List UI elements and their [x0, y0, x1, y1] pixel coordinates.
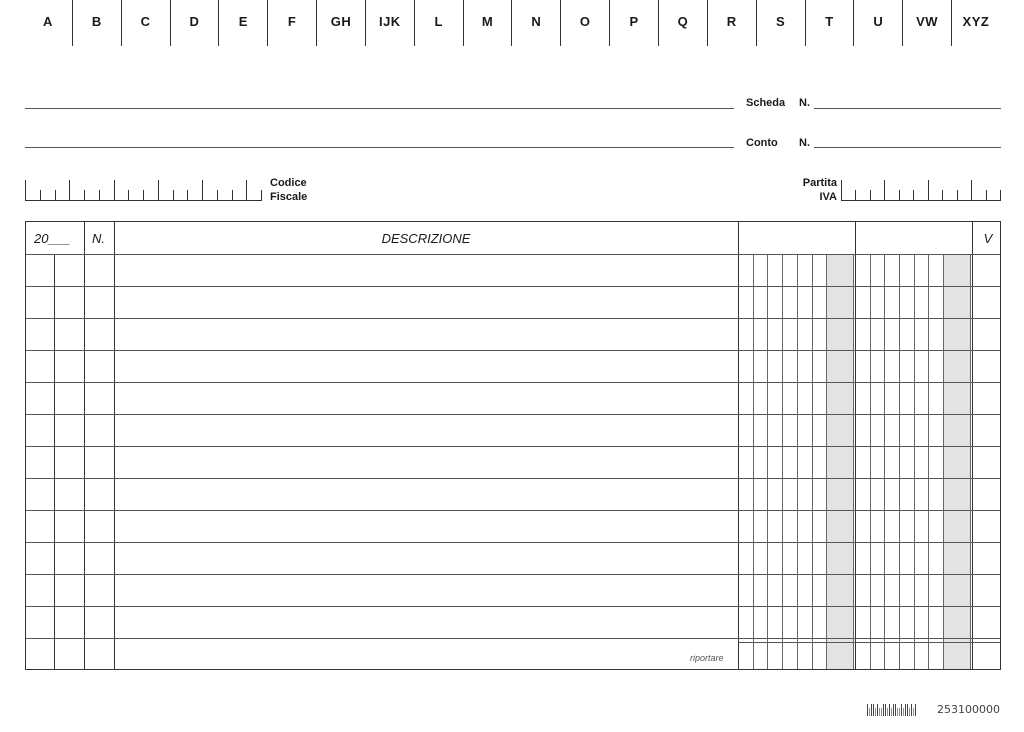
box-tick: [99, 190, 100, 200]
index-tab-r[interactable]: R: [726, 13, 737, 29]
index-tab-u[interactable]: U: [873, 13, 884, 29]
index-tab-gh[interactable]: GH: [330, 13, 352, 29]
scheda-number-line: [814, 108, 1001, 109]
barcode-icon: [867, 704, 916, 716]
box-tick: [1000, 190, 1001, 200]
product-code: 253100000: [937, 703, 1000, 716]
index-tab-e[interactable]: E: [238, 13, 248, 29]
barcode-bar: [867, 704, 868, 716]
digit-column-line: [797, 255, 798, 669]
box-tick: [187, 190, 188, 200]
index-tab-xyz[interactable]: XYZ: [962, 13, 990, 29]
index-tab-t[interactable]: T: [825, 13, 834, 29]
index-tab-l[interactable]: L: [434, 13, 443, 29]
digit-column-line: [812, 255, 813, 669]
barcode-bar: [881, 708, 882, 716]
ledger-table: [25, 221, 1001, 670]
barcode-bar: [891, 708, 892, 716]
digit-column-line: [853, 255, 854, 669]
digit-column-line: [928, 255, 929, 669]
codice-label-line1: Codice: [270, 177, 307, 189]
barcode-bar: [903, 708, 904, 716]
year-header: 20___: [34, 231, 71, 246]
partita-label-line1: Partita: [802, 177, 837, 189]
box-tick: [114, 180, 115, 200]
box-tick: [55, 190, 56, 200]
barcode-bar: [907, 704, 908, 716]
barcode-bar: [905, 704, 906, 716]
index-tab-s[interactable]: S: [775, 13, 786, 29]
box-tick: [173, 190, 174, 200]
box-tick: [928, 180, 929, 200]
total-line: [738, 642, 1000, 643]
barcode-bar: [913, 708, 914, 716]
index-tab-o[interactable]: O: [579, 13, 591, 29]
index-tab-q[interactable]: Q: [677, 13, 689, 29]
barcode-bar: [875, 708, 876, 716]
index-tab-ijk[interactable]: IJK: [378, 13, 401, 29]
conto-number-label: N.: [799, 137, 810, 149]
box-tick: [986, 190, 987, 200]
box-tick: [957, 190, 958, 200]
barcode-bar: [885, 704, 886, 716]
conto-number-line: [814, 147, 1001, 148]
barcode-bar: [879, 708, 880, 716]
box-tick: [971, 180, 972, 200]
conto-label: Conto: [746, 137, 778, 149]
index-tab-vw[interactable]: VW: [916, 13, 939, 29]
box-tick: [913, 190, 914, 200]
digit-column-line: [767, 255, 768, 669]
partita-iva-label: [795, 176, 837, 204]
partita-iva-boxes[interactable]: [841, 180, 1001, 201]
index-tab-b[interactable]: B: [91, 13, 102, 29]
barcode-bar: [893, 704, 894, 716]
codice-fiscale-boxes[interactable]: [25, 180, 262, 201]
box-tick: [855, 190, 856, 200]
index-tab-f[interactable]: F: [287, 13, 297, 29]
box-tick: [143, 190, 144, 200]
partita-label-line2: IVA: [819, 191, 837, 203]
box-tick: [84, 190, 85, 200]
barcode-bar: [899, 708, 900, 716]
barcode-bar: [873, 704, 874, 716]
digit-column-line: [914, 255, 915, 669]
barcode-bar: [883, 704, 884, 716]
barcode-bar: [887, 708, 888, 716]
digit-column-line: [753, 255, 754, 669]
digit-column-line: [943, 255, 944, 669]
barcode-bar: [889, 704, 890, 716]
box-tick: [841, 180, 842, 200]
box-tick: [899, 190, 900, 200]
description-header: DESCRIZIONE: [381, 231, 471, 246]
barcode-bar: [871, 704, 872, 716]
box-tick: [217, 190, 218, 200]
digit-column-line: [826, 255, 827, 669]
name-line: [25, 108, 734, 109]
codice-label-line2: Fiscale: [270, 191, 308, 203]
address-line: [25, 147, 734, 148]
index-tab-n[interactable]: N: [531, 13, 542, 29]
barcode-bar: [901, 704, 902, 716]
barcode-bar: [877, 704, 878, 716]
index-tab-d[interactable]: D: [189, 13, 200, 29]
alphabet-index-tabs: [24, 0, 1000, 46]
barcode-bar: [869, 708, 870, 716]
v-header: V: [983, 231, 993, 246]
digit-column-line: [870, 255, 871, 669]
box-tick: [870, 190, 871, 200]
box-tick: [158, 180, 159, 200]
box-tick: [942, 190, 943, 200]
box-tick: [69, 180, 70, 200]
digit-column-line: [782, 255, 783, 669]
index-tab-c[interactable]: C: [140, 13, 151, 29]
scheda-number-label: N.: [799, 97, 810, 109]
box-tick: [202, 180, 203, 200]
index-tab-a[interactable]: A: [42, 13, 53, 29]
index-tab-m[interactable]: M: [481, 13, 494, 29]
barcode-bar: [895, 704, 896, 716]
digit-column-line: [899, 255, 900, 669]
digit-column-line: [970, 255, 971, 669]
box-tick: [25, 180, 26, 200]
box-tick: [232, 190, 233, 200]
barcode-bar: [911, 704, 912, 716]
scheda-label: Scheda: [746, 97, 786, 109]
barcode-bar: [897, 708, 898, 716]
digit-column-line: [884, 255, 885, 669]
box-tick: [261, 190, 262, 200]
box-tick: [128, 190, 129, 200]
box-tick: [884, 180, 885, 200]
codice-fiscale-label: [270, 176, 307, 204]
barcode-bar: [909, 708, 910, 716]
riportare-label: riportare: [690, 653, 724, 663]
number-header: N.: [92, 231, 105, 246]
box-tick: [246, 180, 247, 200]
box-tick: [40, 190, 41, 200]
barcode-bar: [915, 704, 916, 716]
index-tab-p[interactable]: P: [629, 13, 639, 29]
